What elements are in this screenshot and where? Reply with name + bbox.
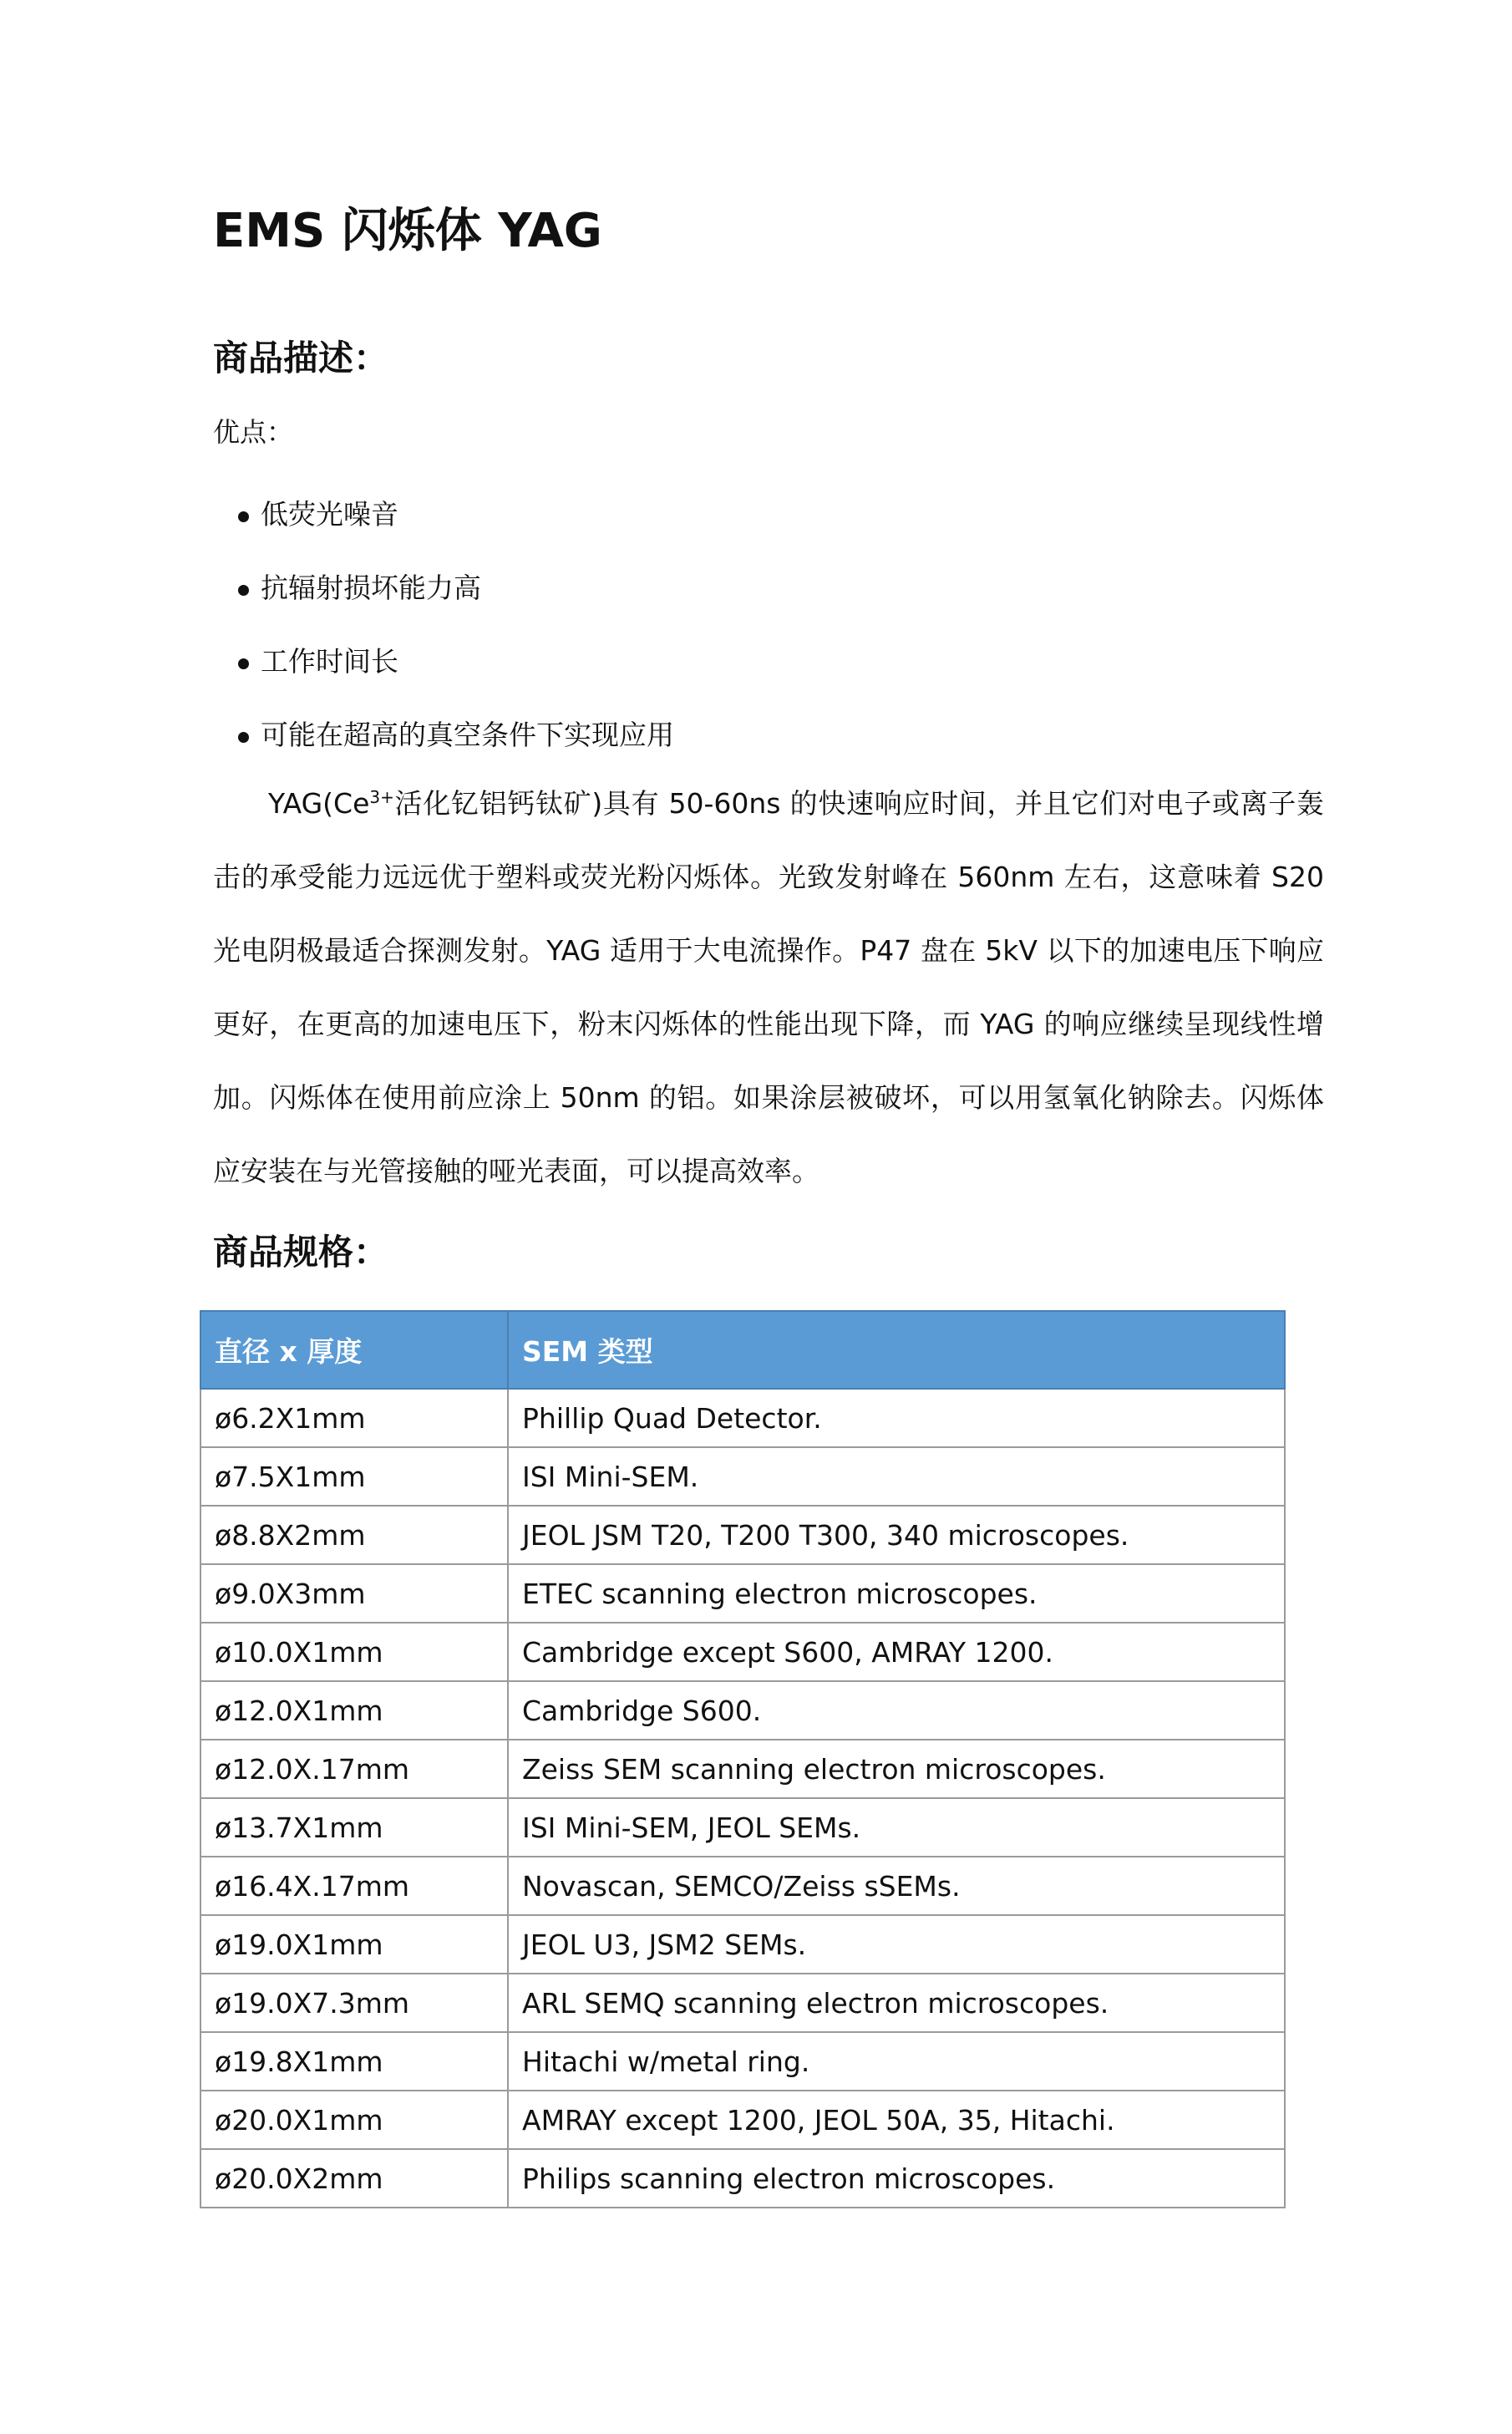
table-row (200, 1681, 1285, 1740)
bullet-icon (238, 585, 249, 596)
description-body: 活化钇铝钙钛矿)具有 50-60ns 的快速响应时间，并且它们对电子或离子轰击的承受能力远远优于塑料或荧光粉闪烁体。光致发射峰在 560nm 左右，这意味着 S20 光电阴极最适合探测发射。YAG 适用于大电流操作。P47 盘在 5kV 以下的加速电压下响应更好，在更高的加速电压下，粉末闪烁体的性能出现下降，而 YAG 的响应继续呈现线性增加。闪烁体在使用前应涂上 50nm 的铝。如果涂层被破坏，可以用氢氧化钠除去。闪烁体应安装在与光管接触的哑光表面，可以提高效率。 (213, 787, 1324, 1187)
table-row (200, 1447, 1285, 1506)
cell-diameter: ø7.5X1mm (200, 1447, 508, 1506)
cell-diameter: ø8.8X2mm (200, 1506, 508, 1564)
cell-diameter: ø9.0X3mm (200, 1564, 508, 1623)
cell-sem-type: JEOL JSM T20, T200 T300, 340 microscopes. (508, 1506, 1285, 1564)
cell-sem-type: AMRAY except 1200, JEOL 50A, 35, Hitachi. (508, 2091, 1285, 2149)
column-header-diameter: 直径 x 厚度 (200, 1311, 508, 1389)
table-row (200, 1389, 1285, 1447)
cell-sem-type: Novascan, SEMCO/Zeiss sSEMs. (508, 1857, 1285, 1915)
list-item (238, 478, 674, 551)
cell-diameter: ø19.0X7.3mm (200, 1974, 508, 2032)
table-row (200, 1915, 1285, 1974)
table-row (200, 1974, 1285, 2032)
cell-diameter: ø16.4X.17mm (200, 1857, 508, 1915)
cell-diameter: ø13.7X1mm (200, 1798, 508, 1857)
description-paragraph (213, 767, 1324, 1208)
table-body (200, 1389, 1285, 2208)
cell-diameter: ø20.0X1mm (200, 2091, 508, 2149)
cell-sem-type: Philips scanning electron microscopes. (508, 2149, 1285, 2208)
table-row (200, 1857, 1285, 1915)
bullet-icon (238, 732, 249, 743)
cell-sem-type: Cambridge except S600, AMRAY 1200. (508, 1623, 1285, 1681)
advantage-text: 工作时间长 (261, 645, 398, 678)
cell-diameter: ø12.0X1mm (200, 1681, 508, 1740)
cell-sem-type: Phillip Quad Detector. (508, 1389, 1285, 1447)
cell-sem-type: Cambridge S600. (508, 1681, 1285, 1740)
table-row (200, 1623, 1285, 1681)
table-row (200, 2032, 1285, 2091)
cell-sem-type: JEOL U3, JSM2 SEMs. (508, 1915, 1285, 1974)
cell-diameter: ø20.0X2mm (200, 2149, 508, 2208)
column-header-sem-type: SEM 类型 (508, 1311, 1285, 1389)
table-row (200, 1740, 1285, 1798)
list-item (238, 625, 674, 699)
list-item (238, 551, 674, 625)
table-row (200, 2149, 1285, 2208)
cell-sem-type: Zeiss SEM scanning electron microscopes. (508, 1740, 1285, 1798)
advantage-text: 低荧光噪音 (261, 498, 398, 531)
cell-diameter: ø12.0X.17mm (200, 1740, 508, 1798)
table-row (200, 2091, 1285, 2149)
cell-diameter: ø6.2X1mm (200, 1389, 508, 1447)
table-header-row (200, 1311, 1285, 1389)
description-pre: YAG(Ce (268, 787, 370, 820)
description-superscript: 3+ (369, 787, 394, 807)
advantages-list (238, 478, 674, 772)
cell-diameter: ø19.8X1mm (200, 2032, 508, 2091)
advantage-text: 可能在超高的真空条件下实现应用 (261, 719, 674, 751)
section-heading-description: 商品描述： (213, 338, 389, 379)
spec-table (200, 1310, 1286, 2208)
page-title: EMS 闪烁体 YAG (213, 204, 602, 258)
cell-sem-type: ARL SEMQ scanning electron microscopes. (508, 1974, 1285, 2032)
table-row (200, 1798, 1285, 1857)
cell-sem-type: ISI Mini-SEM. (508, 1447, 1285, 1506)
cell-sem-type: ETEC scanning electron microscopes. (508, 1564, 1285, 1623)
bullet-icon (238, 511, 249, 522)
cell-diameter: ø19.0X1mm (200, 1915, 508, 1974)
cell-diameter: ø10.0X1mm (200, 1623, 508, 1681)
cell-sem-type: ISI Mini-SEM, JEOL SEMs. (508, 1798, 1285, 1857)
advantages-label: 优点： (213, 416, 294, 448)
list-item (238, 699, 674, 772)
table-row (200, 1506, 1285, 1564)
section-heading-specs: 商品规格： (213, 1232, 389, 1273)
advantage-text: 抗辐射损坏能力高 (261, 572, 481, 604)
cell-sem-type: Hitachi w/metal ring. (508, 2032, 1285, 2091)
bullet-icon (238, 658, 249, 669)
table-row (200, 1564, 1285, 1623)
